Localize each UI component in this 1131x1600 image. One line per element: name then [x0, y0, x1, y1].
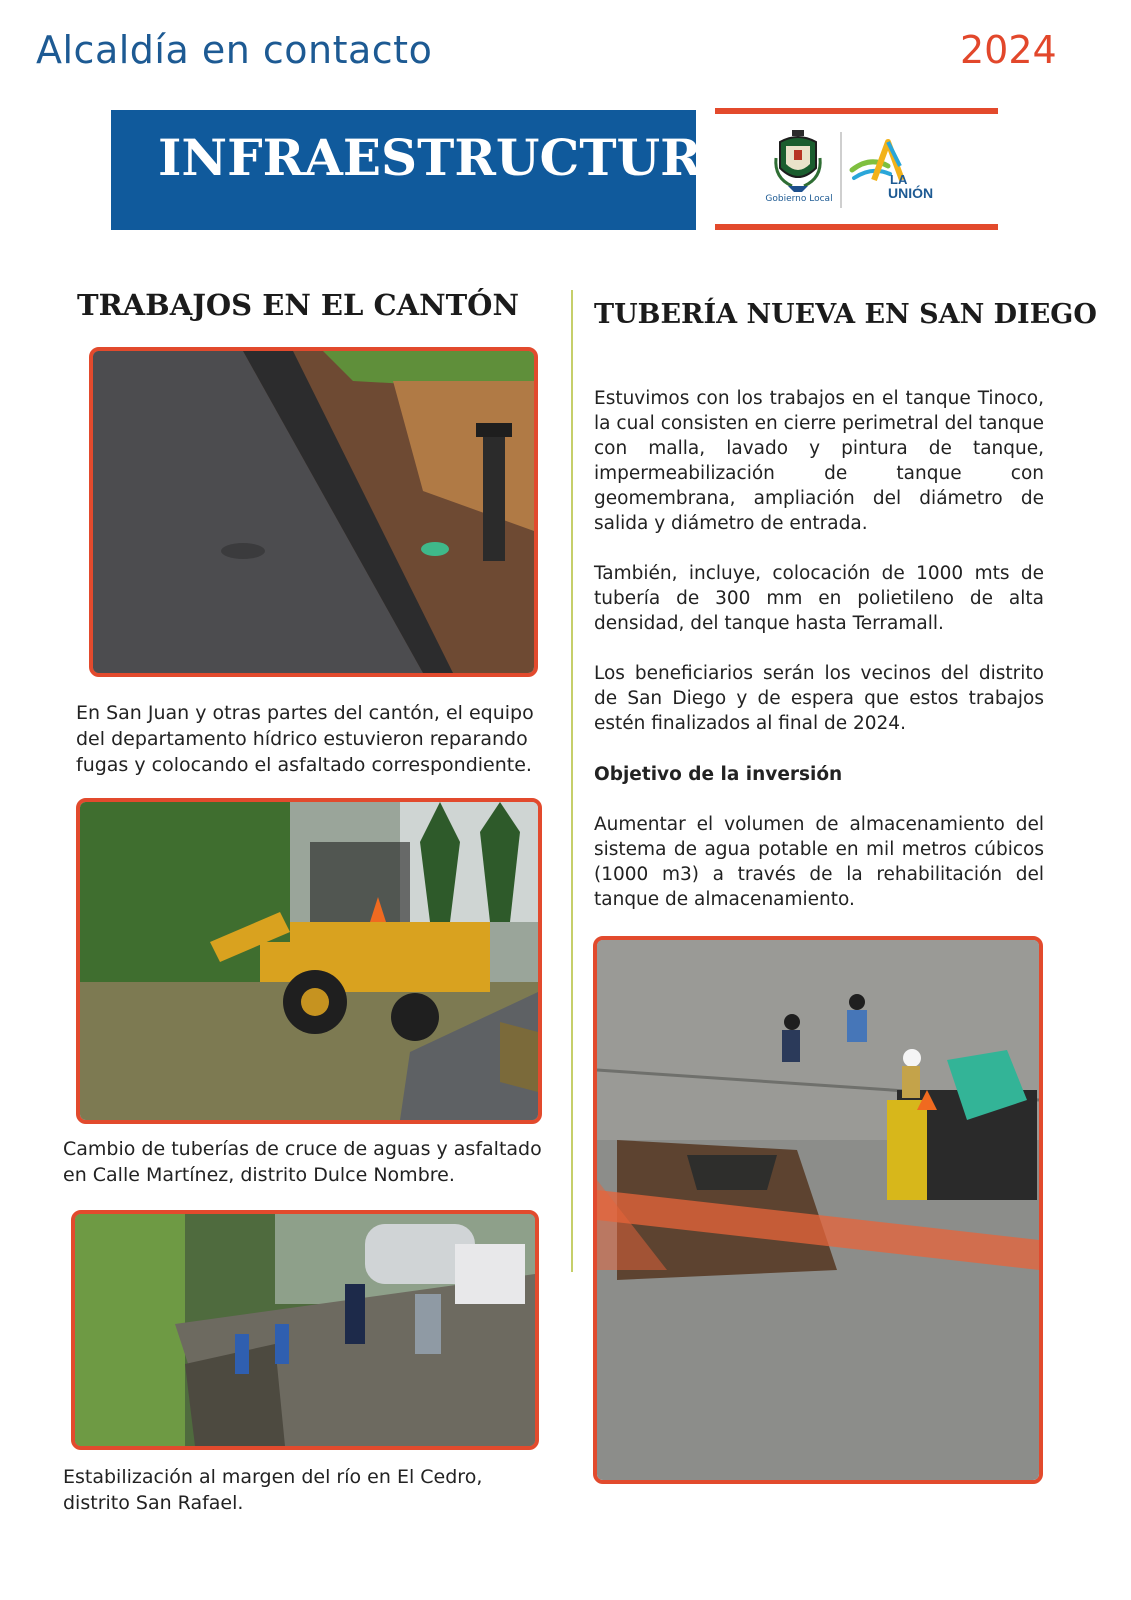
- caption-river: Estabilización al margen del río en El Cedro, distrito San Rafael.: [63, 1466, 483, 1514]
- logo-text-la: LA: [890, 172, 908, 187]
- column-divider: [571, 290, 573, 1272]
- photo-tank-aerial: [593, 936, 1043, 1484]
- photo-river-stabilization: [71, 1210, 539, 1450]
- paragraph-beneficiaries: Los beneficiarios serán los vecinos del distrito de San Diego y de espera que estos trabajos estén finalizados al final de 2024.: [594, 663, 1044, 734]
- section-title: INFRAESTRUCTURA: [158, 128, 741, 187]
- year-label: 2024: [960, 28, 1057, 72]
- left-column-heading: TRABAJOS EN EL CANTÓN: [77, 288, 519, 322]
- right-column-heading: TUBERÍA NUEVA EN SAN DIEGO: [594, 299, 1097, 330]
- paragraph-objective: Aumentar el volumen de almacenamiento del sistema de agua potable en mil metros cúbicos (1000 m3) a través de la rehabilitación del tanque de almacenamiento.: [594, 814, 1044, 910]
- logo-text-union: UNIÓN: [888, 185, 934, 201]
- paragraph-tank-works: Estuvimos con los trabajos en el tanque Tinoco, la cual consisten en cierre perimetral del tanque con malla, lavado y pintura de tanque, impermeabilización de tanque con geomembrana, ampliación del diámetro de salida y diámetro de entrada.: [594, 388, 1044, 534]
- logo-top-rule: [715, 108, 998, 114]
- crest-label: Gobierno Local: [765, 194, 833, 204]
- paragraph-pipe-install: También, incluye, colocación de 1000 mts de tubería de 300 mm en polietileno de alta densidad, del tanque hasta Terramall.: [594, 563, 1044, 634]
- municipal-crest-icon: [772, 128, 824, 202]
- objective-heading: Objetivo de la inversión: [594, 764, 843, 785]
- photo-road-repair: [89, 347, 538, 677]
- caption-road-repair: En San Juan y otras partes del cantón, el equipo del departamento hídrico estuvieron reparando fugas y colocando el asfaltado correspondiente.: [76, 702, 534, 776]
- la-union-logo: [848, 136, 944, 206]
- brand-title: Alcaldía en contacto: [36, 28, 433, 72]
- caption-backhoe: Cambio de tuberías de cruce de aguas y asfaltado en Calle Martínez, distrito Dulce Nombre.: [63, 1138, 542, 1186]
- logo-divider: [840, 132, 842, 208]
- photo-backhoe: [76, 798, 542, 1124]
- logo-bottom-rule: [715, 224, 998, 230]
